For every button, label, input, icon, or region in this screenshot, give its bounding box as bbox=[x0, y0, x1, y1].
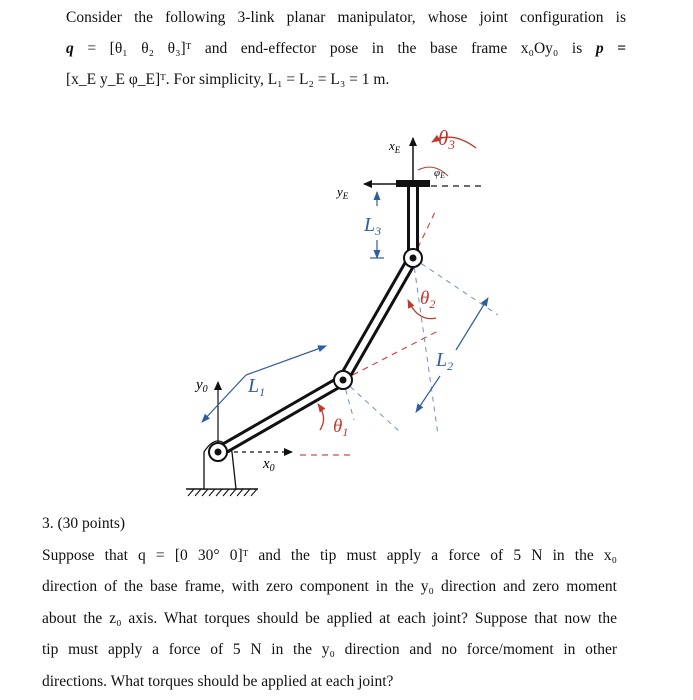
L3-dimension bbox=[363, 192, 384, 258]
theta1-arc bbox=[318, 404, 324, 430]
L2-label: $L_2$ bbox=[436, 349, 454, 373]
xE-label: $x_E$ bbox=[389, 138, 401, 155]
question-line-5: directions. What torques should be applied at each joint? bbox=[42, 672, 394, 690]
joints bbox=[209, 249, 422, 461]
question-line-4: tip must apply a force of 5 N in the y₀ direction and no force/moment in other bbox=[42, 641, 617, 658]
L1-dimension bbox=[202, 346, 326, 422]
p-symbol: p = bbox=[595, 40, 626, 57]
intro-line-2-mid: = [θ₁ θ₂ θ₃]ᵀ and end-effector pose in the base frame x₀Oy₀ is bbox=[73, 40, 596, 57]
x0-label: $x_0$ bbox=[263, 456, 275, 474]
L3-label: $L_3$ bbox=[364, 214, 382, 238]
question-line-2: direction of the base frame, with zero component in the y₀ direction and zero moment bbox=[42, 578, 617, 595]
L1-label: $L_1$ bbox=[248, 375, 266, 399]
phiE-label: φE bbox=[434, 167, 445, 180]
q-symbol: q bbox=[66, 40, 74, 57]
question-line-3: about the z₀ axis. What torques should be applied at each joint? Suppose that now the bbox=[42, 609, 617, 627]
intro-line-1: Consider the following 3-link planar manipulator, whose joint configuration is bbox=[66, 9, 626, 26]
y0-label: $y_0$ bbox=[196, 377, 208, 395]
theta3-label: θ3 bbox=[438, 126, 455, 152]
theta2-label: $\theta_2$ bbox=[420, 288, 436, 311]
intro-line-3: [x_E y_E φ_E]ᵀ. For simplicity, L₁ = L₂ = L₃ = 1 m. bbox=[66, 71, 390, 88]
theta1-label: $\theta_1$ bbox=[333, 416, 349, 439]
question-line-1: Suppose that q = [0 30° 0]ᵀ and the tip must apply a force of 5 N in the x₀ bbox=[42, 546, 617, 564]
yE-label: $y_E$ bbox=[337, 184, 349, 201]
reference-dashes bbox=[300, 186, 482, 455]
question-block bbox=[42, 508, 617, 697]
manipulator-links bbox=[218, 186, 413, 452]
question-heading: 3. (30 points) bbox=[42, 515, 126, 532]
L2-dimension bbox=[416, 298, 488, 412]
